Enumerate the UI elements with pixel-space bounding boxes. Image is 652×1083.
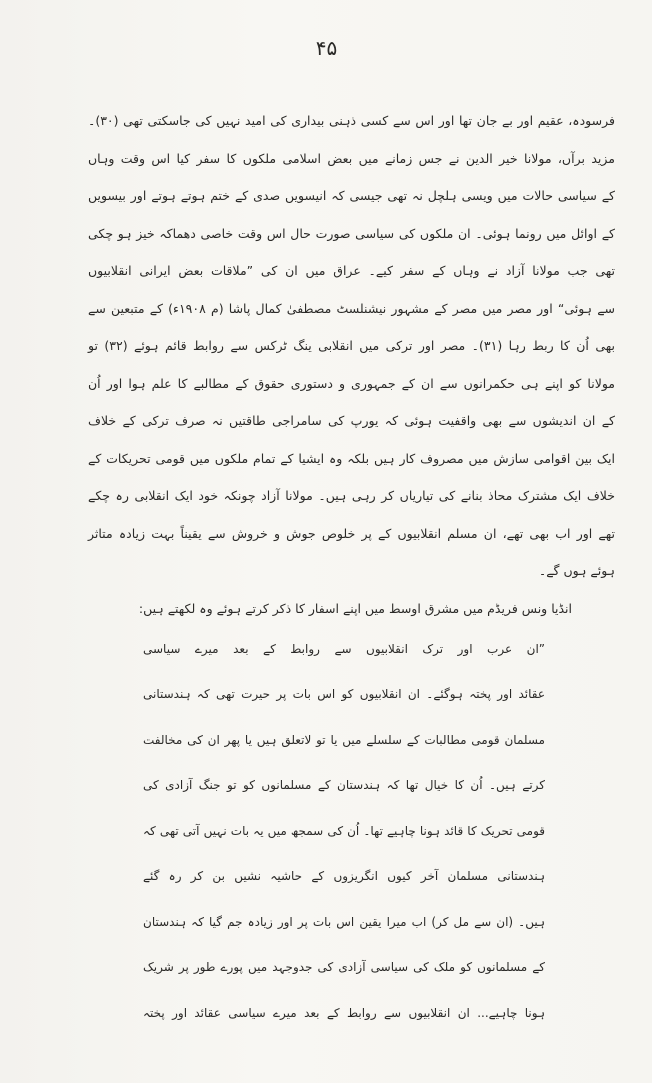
paragraph-line: کے ان اندیشوں سے بھی واقفیت ہوئی کہ یورپ کی سامراجی طاقتیں نہ صرف ترکی کے خلاف: [88, 413, 615, 428]
paragraph-line: ہوئے ہوں گے۔: [538, 563, 615, 578]
quote-line: کے مسلمانوں کو ملک کی سیاسی آزادی کی جدوجہد میں پورے طور پر شریک: [143, 960, 545, 974]
block-quote: [143, 634, 545, 1044]
paragraph-line: کے اوائل میں رونما ہوئی۔ ان ملکوں کی سیاسی صورت حال اس وقت خاصی دھماکہ خیز ہو چکی: [88, 225, 615, 241]
quote-line: مسلمان قومی مطالبات کے سلسلے میں یا تو لاتعلق ہیں یا پھر ان کی مخالفت: [143, 732, 545, 747]
paragraph-line: خلاف ایک مشترک محاذ بنانے کی تیاریاں کر رہی ہیں۔ مولانا آزاد چونکہ خود ایک انقلابی رہ چکے: [88, 488, 615, 503]
paragraph-line: بھی اُن کا ربط رہا (۳۱)۔ مصر اور ترکی میں انقلابی ینگ ٹرکس سے روابط قائم ہوئے (۳۲) تو: [88, 338, 615, 353]
quote-line: کرتے ہیں۔ اُن کا خیال تھا کہ ہندستان کے مسلمانوں کو تو جنگ آزادی کی: [143, 778, 545, 792]
paragraph-main: [88, 106, 615, 594]
paragraph-line: تھے اور اب بھی تھے، ان مسلم انقلابیوں کے پر خلوص جوش و خروش سے یقیناً بہت زیادہ متاثر: [88, 525, 615, 541]
paragraph-line: مولانا کو اپنے ہی حکمرانوں سے ان کے جمہوری و دستوری حقوق کے مطالبے کا علم ہوا اور اُن: [88, 375, 615, 391]
quote-line: ”ان عرب اور ترک انقلابیوں سے روابط کے بعد میرے سیاسی: [143, 641, 545, 656]
paragraph-line: تھی جب مولانا آزاد نے وہاں کے سفر کیے۔ عراق میں ان کی ”ملاقات بعض ایرانی انقلابیوں: [88, 263, 615, 278]
page-number: ۴۵: [315, 36, 338, 60]
paragraph-line: ایک بین اقوامی سازش میں مصروف کار ہیں بلکہ وہ ایشیا کے تمام ملکوں میں قومی تحریکات کے: [88, 450, 615, 466]
quote-line: ہیں۔ (ان سے مل کر) اب میرا یقین اس بات پر اور زیادہ جم گیا کہ ہندستان: [143, 914, 545, 929]
paragraph-line: مزید برآں، مولانا خیر الدین نے جس زمانے میں بعض اسلامی ملکوں کا سفر کیا اس وقت وہاں: [88, 150, 615, 166]
quote-line: قومی تحریک کا قائد ہونا چاہیے تھا۔ اُن کی سمجھ میں یہ بات نہیں آتی تھی کہ: [143, 823, 545, 838]
quote-line: ہونا چاہیے... ان انقلابیوں سے روابط کے بعد میرے سیاسی عقائد اور پختہ: [143, 1005, 545, 1020]
paragraph-line: کے سیاسی حالات میں ویسی ہلچل نہ تھی جیسی کہ انیسویں صدی کے ختم ہوتے ہوتے اور بیسویں: [88, 188, 615, 203]
quote-line: عقائد اور پختہ ہوگئے۔ ان انقلابیوں کو اس بات پر حیرت تھی کہ ہندستانی: [143, 687, 545, 701]
paragraph-line: سے ہوئی“ اور مصر میں مصر کے مشہور نیشنلسٹ مصطفیٰ کمال پاشا (م ۱۹۰۸ء) کے متبعین سے: [88, 300, 615, 316]
intro-line: انڈیا ونس فریڈم میں مشرق اوسط میں اپنے اسفار کا ذکر کرتے ہوئے وہ لکھتے ہیں:: [138, 600, 572, 616]
paragraph-line: فرسودہ، عقیم اور بے جان تھا اور اس سے کسی ذہنی بیداری کی امید نہیں کی جاسکتی تھی (۳۰)۔: [88, 113, 615, 128]
quote-line: ہندستانی مسلمان آخر کیوں انگریزوں کے حاشیہ نشیں بن کر رہ گئے: [143, 869, 545, 883]
